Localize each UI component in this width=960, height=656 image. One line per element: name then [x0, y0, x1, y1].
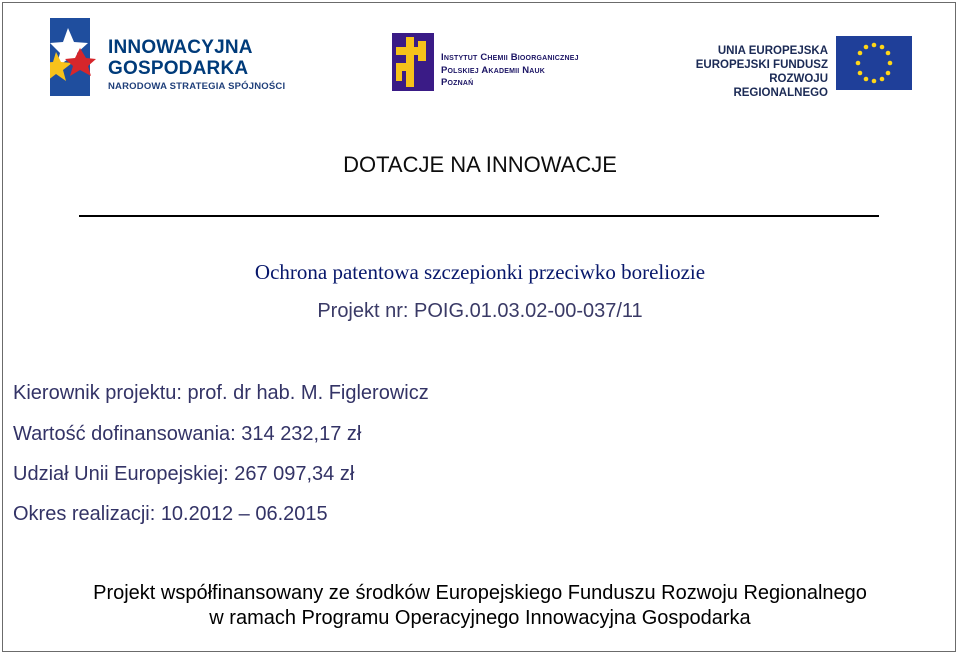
eu-line3: ROZWOJU REGIONALNEGO	[733, 73, 828, 99]
ig-name-line2: GOSPODARKA	[108, 58, 249, 79]
heading-divider	[79, 215, 879, 217]
innovative-economy-star-icon	[50, 18, 96, 96]
realization-period: Okres realizacji: 10.2012 – 06.2015	[13, 503, 328, 525]
project-title: Ochrona patentowa szczepionki przeciwko boreliozie	[254, 260, 706, 284]
project-manager: Kierownik projektu: prof. dr hab. M. Figlerowicz	[13, 382, 429, 404]
document-heading: DOTACJE NA INNOWACJE	[343, 152, 617, 177]
ibch-line2: Polskiej Akademii Nauk	[441, 64, 546, 76]
ig-tagline: NARODOWA STRATEGIA SPÓJNOŚCI	[108, 81, 286, 92]
eu-line2: EUROPEJSKI FUNDUSZ	[695, 59, 828, 71]
ibch-line1: Instytut Chemii Bioorganicznej	[441, 52, 579, 63]
ibch-line3: Poznań	[441, 77, 474, 88]
innowacyjna-gospodarka-logo	[50, 18, 96, 96]
eu-share: Udział Unii Europejskiej: 267 097,34 zł	[13, 463, 355, 485]
funding-value: Wartość dofinansowania: 314 232,17 zł	[13, 423, 362, 445]
eu-line1: UNIA EUROPEJSKA	[717, 45, 828, 57]
eu-flag-logo	[836, 36, 912, 90]
project-number: Projekt nr: POIG.01.03.02-00-037/11	[317, 300, 643, 322]
ibch-emblem-icon	[392, 33, 434, 91]
cofinancing-note-line1: Projekt współfinansowany ze środków Europejskiego Funduszu Rozwoju Regionalnego	[93, 582, 867, 604]
ibch-logo	[392, 33, 434, 91]
cofinancing-note-line2: w ramach Programu Operacyjnego Innowacyjna Gospodarka	[209, 607, 751, 629]
ig-name-line1: INNOWACYJNA	[108, 37, 253, 58]
eu-flag-icon	[836, 36, 912, 90]
